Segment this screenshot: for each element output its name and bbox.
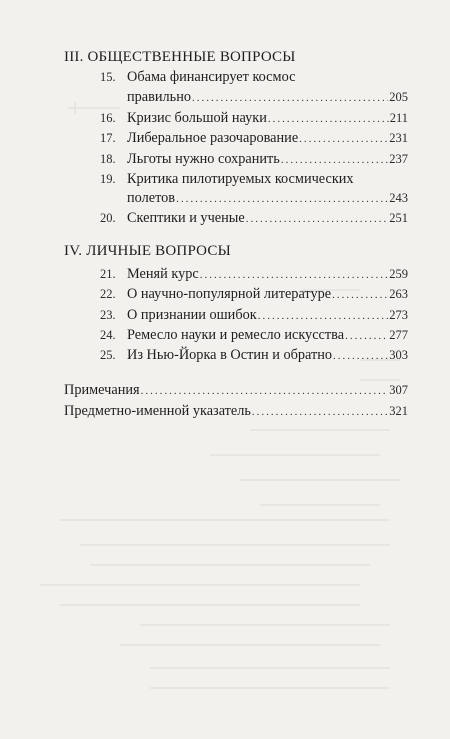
toc-entry-19	[100, 170, 408, 189]
entry-title: О научно-популярной литературе	[127, 286, 332, 302]
entry-number: 24.	[100, 328, 116, 342]
toc-entry-15	[100, 68, 408, 87]
toc-entry-25	[100, 346, 408, 366]
entry-page-number: 251	[389, 211, 408, 225]
dot-leader	[268, 110, 389, 129]
toc-entry-index	[64, 402, 408, 422]
toc-entry-20	[100, 209, 408, 229]
entry-page-number: 211	[389, 111, 408, 125]
entry-number: 19.	[100, 172, 116, 186]
dot-leader	[281, 151, 388, 170]
entry-page-number: 277	[389, 328, 408, 342]
toc-entry-16	[100, 109, 408, 129]
dot-leader	[252, 403, 388, 422]
part-4-heading: IV. ЛИЧНЫЕ ВОПРОСЫ	[64, 243, 231, 259]
toc-entry-24	[100, 326, 408, 346]
entry-number: 17.	[100, 131, 116, 145]
entry-number: 21.	[100, 267, 116, 281]
entry-title: Либеральное разочарование	[127, 130, 299, 146]
entry-number: 16.	[100, 111, 116, 125]
entry-page-number: 307	[389, 383, 408, 397]
entry-page-number: 321	[389, 404, 408, 418]
toc-entry-15-continued	[127, 88, 408, 108]
entry-number: 25.	[100, 348, 116, 362]
dot-leader	[141, 382, 389, 401]
dot-leader	[345, 327, 388, 346]
entry-title: Примечания	[64, 382, 140, 398]
entry-page-number: 237	[389, 152, 408, 166]
dot-leader	[332, 286, 388, 305]
entry-page-number: 259	[389, 267, 408, 281]
entry-number: 22.	[100, 287, 116, 301]
entry-page-number: 205	[389, 90, 408, 104]
dot-leader	[333, 347, 388, 366]
toc-entry-17	[100, 129, 408, 149]
dot-leader	[192, 89, 388, 108]
entry-page-number: 231	[389, 131, 408, 145]
entry-number: 23.	[100, 308, 116, 322]
part-3-heading: III. ОБЩЕСТВЕННЫЕ ВОПРОСЫ	[64, 49, 296, 65]
toc-entry-19-continued	[127, 189, 408, 209]
dot-leader	[176, 190, 388, 209]
toc-entry-23	[100, 306, 408, 326]
toc-entry-22	[100, 285, 408, 305]
entry-title: Льготы нужно сохранить	[127, 151, 280, 167]
entry-title: Обама финансирует космос	[127, 69, 296, 85]
toc-entry-21	[100, 265, 408, 285]
dot-leader	[246, 210, 389, 229]
entry-title: Ремесло науки и ремесло искусства	[127, 327, 345, 343]
entry-page-number: 273	[389, 308, 408, 322]
entry-title: Кризис большой науки	[127, 110, 267, 126]
entry-title-continued: полетов	[127, 190, 176, 206]
entry-number: 18.	[100, 152, 116, 166]
entry-page-number: 243	[389, 191, 408, 205]
toc-entry-notes	[64, 381, 408, 401]
entry-title: Меняй курс	[127, 266, 199, 282]
entry-page-number: 263	[389, 287, 408, 301]
entry-number: 20.	[100, 211, 116, 225]
dot-leader	[299, 130, 388, 149]
toc-entry-18	[100, 150, 408, 170]
entry-title: Предметно-именной указатель	[64, 403, 251, 419]
entry-number: 15.	[100, 70, 116, 84]
dot-leader	[258, 307, 389, 326]
entry-title-continued: правильно	[127, 89, 192, 105]
entry-title: О признании ошибок	[127, 307, 257, 323]
dot-leader	[200, 266, 389, 285]
entry-page-number: 303	[389, 348, 408, 362]
entry-title: Из Нью-Йорка в Остин и обратно	[127, 347, 333, 363]
entry-title: Скептики и ученые	[127, 210, 245, 226]
entry-title: Критика пилотируемых космических	[127, 171, 354, 187]
